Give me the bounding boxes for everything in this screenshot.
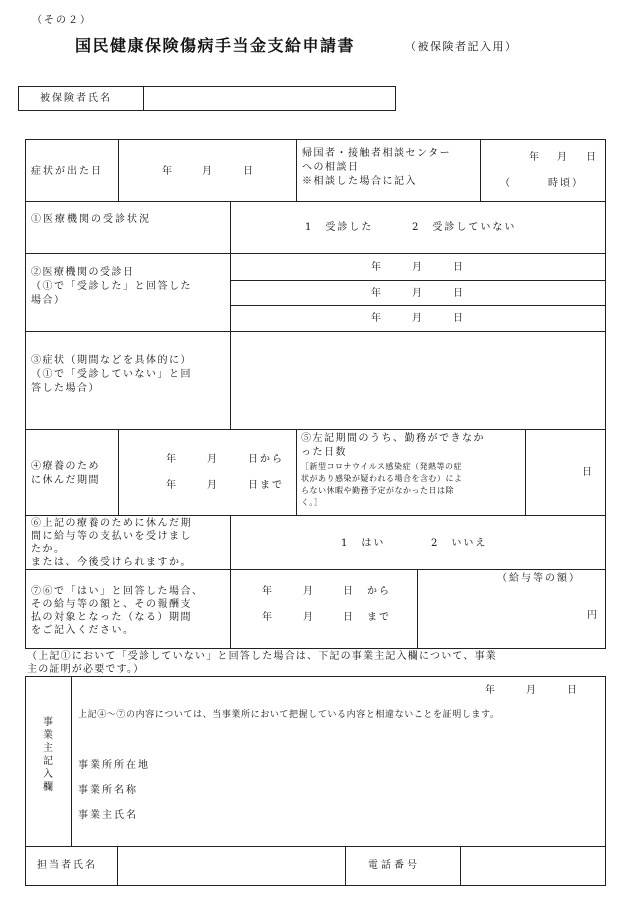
q2-date3-month: 月 bbox=[412, 313, 424, 324]
q7-until-month: 月 bbox=[303, 612, 315, 623]
q6-label-3: たか。 bbox=[31, 544, 66, 555]
q2-date3-year: 年 bbox=[371, 313, 383, 324]
symptom-year: 年 bbox=[162, 166, 174, 177]
q2-label-1: ②医療機関の受診日 bbox=[31, 267, 135, 278]
q5-label-1: ⑤左記期間のうち、勤務ができなか bbox=[301, 433, 485, 444]
consult-label-1: 帰国者・接触者相談センター bbox=[302, 148, 452, 159]
q7-until-year: 年 bbox=[262, 612, 274, 623]
q2-label-3: 場合） bbox=[31, 295, 66, 306]
q4-label-2: に休んだ期間 bbox=[31, 475, 100, 486]
employer-owner-label: 事業主氏名 bbox=[78, 810, 138, 821]
q7-until-suffix: 日 まで bbox=[343, 612, 391, 623]
employer-certification: 上記④～⑦の内容については、当事業所において把握している内容と相違ないことを証明します。 bbox=[78, 710, 500, 720]
q5-note-3: らない休暇や勤務予定がなかった日は除 bbox=[301, 486, 454, 495]
q6-label-1: ⑥上記の療養のために休んだ期 bbox=[31, 518, 192, 529]
employer-side-label: 事 業 主 記 入 欄 bbox=[43, 717, 53, 793]
q3-symptom-field[interactable] bbox=[233, 334, 603, 426]
consult-year: 年 bbox=[529, 152, 541, 163]
employer-note-2: 主の証明が必要です。） bbox=[27, 664, 145, 675]
employer-month: 月 bbox=[526, 685, 538, 696]
q4-until-year: 年 bbox=[166, 480, 178, 491]
q5-note-4: く。］ bbox=[301, 498, 323, 507]
q2-date3-day: 日 bbox=[453, 313, 465, 324]
q4-from-month: 月 bbox=[207, 454, 219, 465]
q5-label-2: った日数 bbox=[301, 447, 347, 458]
q5-note-2: 状があり感染が疑われる場合を含む）によ bbox=[301, 474, 463, 483]
consult-time-open: （ bbox=[500, 178, 512, 189]
q2-date1-year: 年 bbox=[371, 262, 383, 273]
insured-name-label: 被保険者氏名 bbox=[40, 93, 112, 104]
q2-date1-month: 月 bbox=[412, 262, 424, 273]
q6-label-4: または、今後受けられますか。 bbox=[31, 557, 192, 568]
q2-date2-month: 月 bbox=[412, 288, 424, 299]
staff-name-label: 担当者氏名 bbox=[37, 860, 97, 871]
q4-until-suffix: 日まで bbox=[248, 480, 284, 491]
q2-date1-day: 日 bbox=[453, 262, 465, 273]
employer-day: 日 bbox=[567, 685, 579, 696]
q2-date2-year: 年 bbox=[371, 288, 383, 299]
employer-address-label: 事業所所在地 bbox=[78, 760, 150, 771]
employer-note-1: （上記①において「受診していない」と回答した場合は、下記の事業主記入欄について、事業 bbox=[27, 651, 497, 662]
consult-label-2: への相談日 bbox=[302, 162, 360, 173]
q1-option-yes[interactable]: 1 受診した bbox=[305, 222, 374, 233]
consult-label-3: ※相談した場合に記入 bbox=[302, 176, 417, 187]
page-title: 国民健康保険傷病手当金支給申請書 bbox=[75, 36, 356, 55]
consult-day: 日 bbox=[586, 152, 598, 163]
q4-from-suffix: 日から bbox=[248, 454, 284, 465]
q4-label-1: ④療養のため bbox=[31, 461, 100, 472]
q3-label-3: 答した場合） bbox=[31, 383, 100, 394]
phone-label: 電話番号 bbox=[368, 860, 420, 871]
q1-label: ①医療機関の受診状況 bbox=[31, 214, 151, 225]
q3-label-1: ③症状（期間などを具体的に） bbox=[31, 355, 192, 366]
q4-until-month: 月 bbox=[207, 480, 219, 491]
q7-from-month: 月 bbox=[303, 586, 315, 597]
page-subtitle: （被保険者記入用） bbox=[405, 40, 518, 53]
q6-option-no[interactable]: 2 いいえ bbox=[431, 538, 488, 549]
q6-option-yes[interactable]: 1 はい bbox=[341, 538, 386, 549]
q7-from-year: 年 bbox=[262, 586, 274, 597]
symptom-day: 日 bbox=[243, 166, 255, 177]
staff-name-field[interactable] bbox=[120, 849, 342, 883]
q3-label-2: （①で「受診していない」と回 bbox=[31, 369, 192, 380]
consult-month: 月 bbox=[557, 152, 569, 163]
q1-option-no[interactable]: 2 受診していない bbox=[412, 222, 517, 233]
consult-time-close: 時頃） bbox=[548, 178, 584, 189]
q5-day-unit: 日 bbox=[582, 467, 594, 478]
q7-label-2: その給与等の額と、その報酬支 bbox=[31, 599, 192, 610]
symptom-month: 月 bbox=[202, 166, 214, 177]
q4-from-year: 年 bbox=[166, 454, 178, 465]
symptom-date-label: 症状が出た日 bbox=[31, 166, 103, 177]
q7-label-4: をご記入ください。 bbox=[31, 625, 135, 636]
phone-field[interactable] bbox=[463, 849, 603, 883]
q7-from-suffix: 日 から bbox=[343, 586, 391, 597]
q7-yen-unit: 円 bbox=[587, 610, 599, 621]
q7-label-1: ⑦⑥で「はい」と回答した場合、 bbox=[31, 586, 204, 597]
q6-label-2: 間に給与等の支払いを受けまし bbox=[31, 531, 192, 542]
employer-year: 年 bbox=[485, 685, 497, 696]
form-part-label: （その２） bbox=[32, 15, 92, 26]
q5-note-1: ［新型コロナウイルス感染症（発熱等の症 bbox=[301, 462, 463, 471]
q2-label-2: （①で「受診した」と回答した bbox=[31, 281, 192, 292]
employer-name-label: 事業所名称 bbox=[78, 785, 138, 796]
q2-date2-day: 日 bbox=[453, 288, 465, 299]
insured-name-field[interactable] bbox=[146, 88, 392, 109]
q7-label-3: 払の対象となった（なる）期間 bbox=[31, 612, 192, 623]
q7-amount-label: （給与等の額） bbox=[497, 573, 581, 584]
